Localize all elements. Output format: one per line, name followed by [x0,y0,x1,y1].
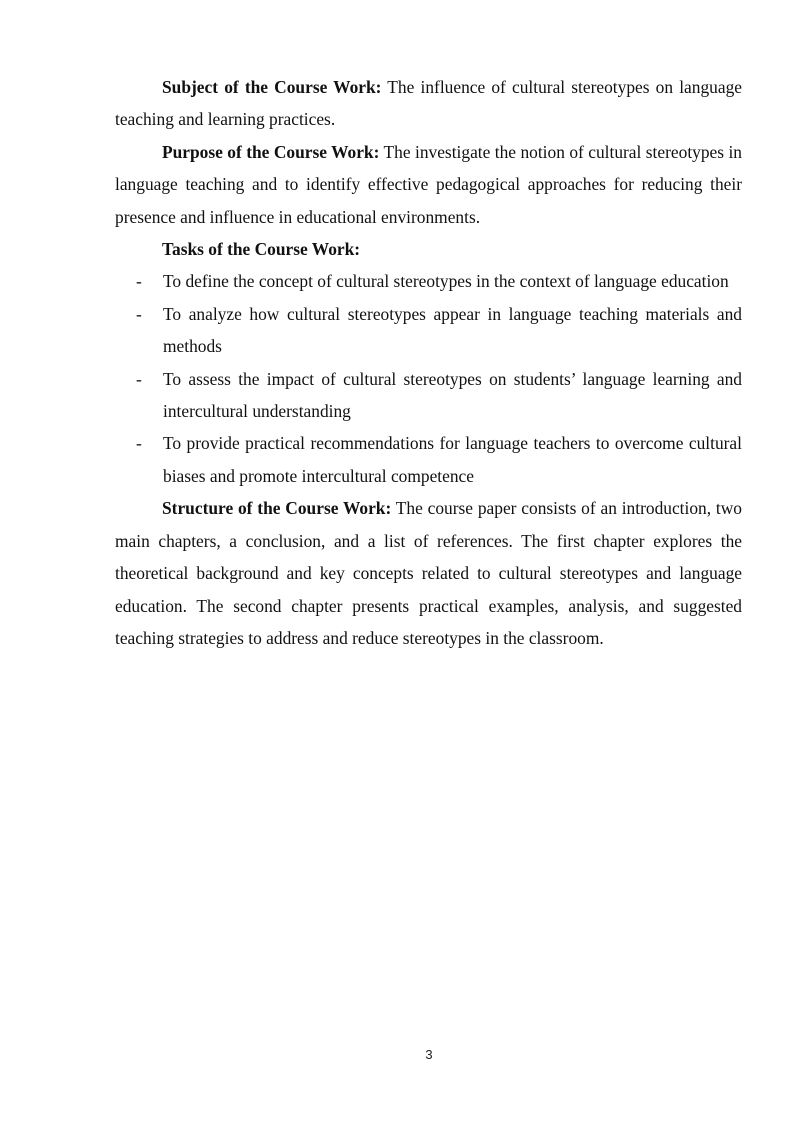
list-dash: - [136,368,142,389]
structure-heading: Structure of the Course Work: [162,498,392,519]
task-item [136,298,742,363]
list-dash: - [136,303,142,324]
task-item-text: To analyze how cultural stereotypes appear in language teaching materials and methods [163,303,742,357]
subject-heading: Subject of the Course Work: [162,77,382,97]
task-item [136,265,742,297]
list-dash: - [136,271,142,292]
purpose-paragraph [115,136,742,233]
page-number: 3 [425,1047,433,1062]
task-item [136,363,742,428]
page-content [115,71,742,654]
structure-paragraph [115,492,742,654]
task-item-text: To assess the impact of cultural stereotypes on students’ language learning and intercultural understanding [163,368,742,422]
purpose-text: The investigate the notion of cultural stereotypes in language teaching and to identify effective pedagogical approaches for reducing their presence and influence in educational environments. [115,141,742,227]
task-item [136,427,742,492]
subject-paragraph [115,71,742,136]
task-item-text: To provide practical recommendations for language teachers to overcome cultural biases and promote intercultural competence [163,433,742,486]
tasks-list [115,265,742,492]
tasks-heading: Tasks of the Course Work: [162,239,361,260]
purpose-heading: Purpose of the Course Work: [162,141,380,162]
list-dash: - [136,433,142,454]
structure-text: The course paper consists of an introduction, two main chapters, a conclusion, and a list of references. The first chapter explores the theoretical background and key concepts related to cultural stereotypes and language education. The second chapter presents practical examples, analysis, and suggested teaching strategies to address and reduce stereotypes in the classroom. [115,498,742,648]
subject-text: The influence of cultural stereotypes on language teaching and learning practices. [115,77,742,130]
task-item-text: To define the concept of cultural stereotypes in the context of language education [163,271,729,292]
